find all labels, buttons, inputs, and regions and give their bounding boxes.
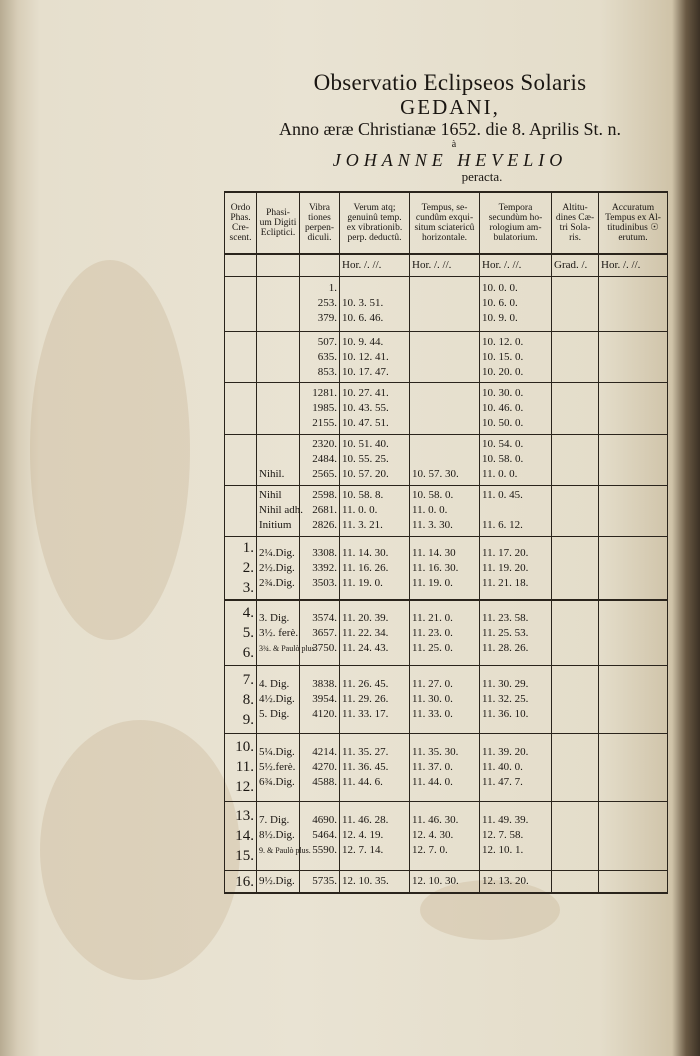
cell-phasis <box>257 871 300 893</box>
cell-value: 10. 58. 8. <box>342 489 384 502</box>
cell-value: 4588. <box>312 775 337 788</box>
cell-value: 11. 0. 0. <box>342 504 378 517</box>
unit-label <box>300 254 340 277</box>
cell-value: 10. 6. 0. <box>482 297 518 310</box>
cell-value: 11. <box>235 759 254 776</box>
title-line-4: à <box>451 139 457 150</box>
cell-sciat <box>410 383 480 434</box>
cell-value: 11. 0. 0. <box>412 504 448 517</box>
cell-horol <box>480 383 552 434</box>
cell-value: Nihil <box>259 489 282 502</box>
cell-phasis <box>257 733 300 801</box>
cell-value: 10. 43. 55. <box>342 401 389 414</box>
cell-altitudo <box>552 485 599 536</box>
cell-value: 2598. <box>312 489 337 502</box>
cell-value: 11. 16. 26. <box>342 561 389 574</box>
cell-vibr <box>300 666 340 734</box>
cell-value: 11. 36. 45. <box>342 760 389 773</box>
cell-value: 11. 35. 30. <box>412 745 459 758</box>
cell-value: 10. 50. 0. <box>482 416 524 429</box>
cell-value: 15. <box>235 847 254 864</box>
cell-value: Initium <box>259 519 292 532</box>
column-header: Altitu- dines Cæ- tri Sola- ris. <box>552 192 599 254</box>
cell-value: 10. 57. 30. <box>412 468 459 481</box>
cell-value: 11. 21. 18. <box>482 576 529 589</box>
cell-value <box>227 467 254 482</box>
cell-value: 11. 16. 30. <box>412 561 459 574</box>
cell-value: 3. <box>242 580 254 597</box>
cell-sciat <box>410 600 480 666</box>
cell-value: 4. Dig. <box>259 678 290 691</box>
column-header: Ordo Phas. Cre- scent. <box>225 192 257 254</box>
cell-value: 5½.ferè. <box>259 760 296 773</box>
cell-value: 10. 55. 25. <box>342 453 389 466</box>
cell-horol <box>480 801 552 871</box>
cell-phasis <box>257 600 317 666</box>
cell-value: 253. <box>317 297 337 310</box>
cell-value: 10. 12. 41. <box>342 350 389 363</box>
cell-value: 1. <box>328 282 337 295</box>
cell-value: 11. 26. 45. <box>342 678 389 691</box>
cell-horol <box>480 485 552 536</box>
cell-value: 379. <box>317 312 337 325</box>
cell-ordo <box>225 485 257 536</box>
cell-value: 5. <box>242 625 254 642</box>
cell-value <box>482 503 549 518</box>
cell-value: 2¼.Dig. <box>259 546 295 559</box>
cell-value: 12. 13. 20. <box>482 875 529 888</box>
cell-value: 11. 22. 34. <box>342 626 389 639</box>
cell-value: 11. 14. 30. <box>342 546 389 559</box>
cell-value: 11. 28. 26. <box>482 641 529 654</box>
cell-altitudo <box>552 331 599 382</box>
cell-value: 1. <box>242 540 254 557</box>
cell-value: 11. 3. 30. <box>412 519 453 532</box>
cell-ordo <box>225 871 257 893</box>
cell-value: 10. 46. 0. <box>482 401 524 414</box>
cell-value <box>227 452 254 467</box>
cell-phasis <box>257 383 300 434</box>
cell-value: 11. 49. 39. <box>482 814 529 827</box>
cell-verum <box>340 434 410 485</box>
cell-value: 11. 44. 6. <box>342 775 383 788</box>
cell-horol <box>480 600 552 666</box>
cell-sciat <box>410 331 480 382</box>
cell-value: 11. 29. 26. <box>342 693 389 706</box>
cell-value: 3838. <box>312 678 337 691</box>
cell-value: 10. 12. 0. <box>482 335 524 348</box>
cell-value: 10. 27. 41. <box>342 386 389 399</box>
cell-value: 4214. <box>312 745 337 758</box>
cell-sciat <box>410 485 480 536</box>
cell-value: 4120. <box>312 708 337 721</box>
cell-verum <box>340 871 410 893</box>
cell-sciat <box>410 666 480 734</box>
table-row <box>225 733 668 801</box>
cell-value: 3392. <box>312 561 337 574</box>
cell-value: 2155. <box>312 416 337 429</box>
cell-value <box>412 350 477 365</box>
cell-value: 7. <box>242 671 254 688</box>
cell-value: 507. <box>317 335 337 348</box>
cell-value: 635. <box>317 350 337 363</box>
cell-vibr <box>300 434 340 485</box>
cell-ordo <box>225 383 257 434</box>
cell-value: 5. Dig. <box>259 708 290 721</box>
cell-vibr <box>300 537 340 601</box>
table-row <box>225 600 668 666</box>
cell-value: 1985. <box>312 401 337 414</box>
cell-verum <box>340 485 410 536</box>
cell-value: 10. 9. 44. <box>342 335 384 348</box>
cell-altitudo <box>552 383 599 434</box>
cell-accuratum <box>599 485 668 536</box>
cell-value: 2½.Dig. <box>259 561 295 574</box>
cell-value: 6. <box>242 645 254 662</box>
cell-value: 3¾. & Paulò plus. <box>259 643 317 653</box>
cell-altitudo <box>552 666 599 734</box>
cell-value: 12. 4. 30. <box>412 829 454 842</box>
cell-value: 12. <box>235 779 254 796</box>
cell-value: 12. 10. 1. <box>482 844 524 857</box>
cell-value: 2. <box>242 560 254 577</box>
cell-accuratum <box>599 276 668 331</box>
cell-altitudo <box>552 276 599 331</box>
cell-value: 5590. <box>312 844 337 857</box>
cell-ordo <box>225 276 257 331</box>
title-line-6: peracta. <box>461 169 503 184</box>
cell-value <box>227 437 254 452</box>
unit-label: Hor. /. //. <box>410 254 480 277</box>
cell-sciat <box>410 537 480 601</box>
cell-value: 3574. <box>312 611 337 624</box>
cell-phasis <box>257 434 300 485</box>
cell-value <box>227 350 254 365</box>
cell-altitudo <box>552 600 599 666</box>
unit-label <box>257 254 300 277</box>
cell-vibr <box>300 600 340 666</box>
cell-value: 7. Dig. <box>259 814 290 827</box>
cell-value: 11. 27. 0. <box>412 678 453 691</box>
cell-phasis <box>257 666 300 734</box>
cell-value: 11. 33. 17. <box>342 708 389 721</box>
cell-value: 11. 0. 45. <box>482 489 523 502</box>
cell-accuratum <box>599 801 668 871</box>
cell-value: 11. 25. 53. <box>482 626 529 639</box>
cell-value: 4270. <box>312 760 337 773</box>
cell-verum <box>340 537 410 601</box>
cell-value <box>227 401 254 416</box>
cell-value <box>412 452 477 467</box>
table-row <box>225 666 668 734</box>
cell-value: 5¼.Dig. <box>259 745 295 758</box>
cell-ordo <box>225 666 257 734</box>
cell-value: 11. 19. 20. <box>482 561 529 574</box>
table-row <box>225 871 668 893</box>
cell-value <box>227 518 254 533</box>
cell-horol <box>480 666 552 734</box>
cell-value: 11. 20. 39. <box>342 611 389 624</box>
cell-value <box>259 350 297 365</box>
cell-value: 11. 6. 12. <box>482 519 523 532</box>
cell-altitudo <box>552 733 599 801</box>
cell-value: 9½.Dig. <box>259 875 295 888</box>
cell-value: 10. 57. 20. <box>342 468 389 481</box>
cell-value: 11. 23. 58. <box>482 611 529 624</box>
cell-value <box>412 401 477 416</box>
cell-value: 3308. <box>312 546 337 559</box>
cell-phasis <box>257 537 300 601</box>
cell-value: 12. 7. 0. <box>412 844 448 857</box>
cell-value: 11. 19. 0. <box>412 576 453 589</box>
cell-vibr <box>300 331 340 382</box>
cell-accuratum <box>599 733 668 801</box>
cell-vibr <box>300 801 340 871</box>
cell-value: 4690. <box>312 814 337 827</box>
cell-value: 10. 3. 51. <box>342 297 384 310</box>
cell-value: 3503. <box>312 576 337 589</box>
cell-value: 10. 6. 46. <box>342 312 384 325</box>
cell-value: 10. <box>235 739 254 756</box>
cell-value: 11. 25. 0. <box>412 641 453 654</box>
cell-accuratum <box>599 600 668 666</box>
cell-value: 10. 51. 40. <box>342 438 389 451</box>
cell-value: 11. 14. 30 <box>412 546 456 559</box>
cell-vibr <box>300 871 340 893</box>
cell-verum <box>340 801 410 871</box>
paper-stain <box>30 260 190 640</box>
cell-ordo <box>225 537 257 601</box>
cell-sciat <box>410 434 480 485</box>
cell-value: 2484. <box>312 453 337 466</box>
cell-value: 12. 4. 19. <box>342 829 384 842</box>
cell-value: 11. 39. 20. <box>482 745 529 758</box>
cell-value: 12. 7. 58. <box>482 829 524 842</box>
cell-value: 9. & Paulò plus. <box>259 846 311 856</box>
cell-value: 6¾.Dig. <box>259 775 295 788</box>
column-header: Tempus, se- cundûm exqui- situm sciatericû horizontale. <box>410 192 480 254</box>
cell-value: 10. 17. 47. <box>342 365 389 378</box>
cell-value <box>259 452 297 467</box>
cell-sciat <box>410 801 480 871</box>
cell-value: 11. 0. 0. <box>482 468 518 481</box>
cell-vibr <box>300 733 340 801</box>
column-header: Accuratum Tempus ex Al- titudinibus ☉ erutum. <box>599 192 668 254</box>
cell-value: 5464. <box>312 829 337 842</box>
cell-value <box>412 296 477 311</box>
cell-value: 3. Dig. <box>259 611 290 624</box>
cell-value <box>259 296 297 311</box>
cell-horol <box>480 871 552 893</box>
cell-ordo <box>225 600 257 666</box>
cell-value: 11. 33. 0. <box>412 708 453 721</box>
cell-value: 12. 10. 35. <box>342 875 389 888</box>
cell-value: 5735. <box>312 875 337 888</box>
unit-label: Hor. /. //. <box>599 254 668 277</box>
cell-ordo <box>225 733 257 801</box>
cell-value: 13. <box>235 807 254 824</box>
observation-table <box>224 191 668 894</box>
cell-value: 11. 40. 0. <box>482 760 523 773</box>
cell-value: 3657. <box>312 626 337 639</box>
cell-value: 2681. <box>312 504 337 517</box>
cell-verum <box>340 383 410 434</box>
cell-value: 2320. <box>312 438 337 451</box>
table-row <box>225 801 668 871</box>
cell-value <box>342 281 407 296</box>
cell-value: 2¾.Dig. <box>259 576 295 589</box>
cell-value: 10. 15. 0. <box>482 350 524 363</box>
unit-label: Grad. /. <box>552 254 599 277</box>
cell-value: 16. <box>235 873 254 890</box>
cell-value <box>259 437 297 452</box>
cell-verum <box>340 276 410 331</box>
cell-value <box>412 437 477 452</box>
cell-accuratum <box>599 871 668 893</box>
cell-verum <box>340 666 410 734</box>
cell-value: 4½.Dig. <box>259 693 295 706</box>
cell-sciat <box>410 276 480 331</box>
cell-value: Nihil. <box>259 468 285 481</box>
table-row <box>225 485 668 536</box>
cell-value: 11. 3. 21. <box>342 519 383 532</box>
cell-value: 11. 44. 0. <box>412 775 453 788</box>
cell-value: 11. 30. 29. <box>482 678 529 691</box>
cell-value: 10. 30. 0. <box>482 386 524 399</box>
cell-value: 10. 47. 51. <box>342 416 389 429</box>
cell-vibr <box>300 383 340 434</box>
cell-altitudo <box>552 801 599 871</box>
cell-value: 3½. ferè. <box>259 626 299 639</box>
cell-value: 12. 7. 14. <box>342 844 384 857</box>
title-line-1: Observatio Eclipseos Solaris <box>313 70 587 95</box>
title-line-3: Anno æræ Christianæ 1652. die 8. Aprilis St. n. <box>278 119 622 139</box>
cell-value: 11. 32. 25. <box>482 693 529 706</box>
table-row <box>225 276 668 331</box>
cell-altitudo <box>552 434 599 485</box>
cell-value: 853. <box>317 365 337 378</box>
cell-value: 11. 36. 10. <box>482 708 529 721</box>
cell-value: 11. 24. 43. <box>342 641 389 654</box>
cell-altitudo <box>552 871 599 893</box>
cell-value: 10. 58. 0. <box>412 489 454 502</box>
cell-value: 11. 37. 0. <box>412 760 453 773</box>
cell-phasis <box>257 801 311 871</box>
cell-phasis <box>257 276 300 331</box>
cell-value: 8. <box>242 691 254 708</box>
cell-value: 11. 30. 0. <box>412 693 453 706</box>
cell-value: 11. 17. 20. <box>482 546 529 559</box>
cell-accuratum <box>599 434 668 485</box>
cell-sciat <box>410 733 480 801</box>
cell-vibr <box>300 276 340 331</box>
cell-value: 11. 35. 27. <box>342 745 389 758</box>
table-row <box>225 383 668 434</box>
cell-value: 11. 23. 0. <box>412 626 453 639</box>
cell-verum <box>340 600 410 666</box>
cell-accuratum <box>599 537 668 601</box>
cell-altitudo <box>552 537 599 601</box>
cell-horol <box>480 733 552 801</box>
cell-value: 1281. <box>312 386 337 399</box>
cell-horol <box>480 276 552 331</box>
cell-horol <box>480 434 552 485</box>
table-row <box>225 537 668 601</box>
column-header: Phasi- um Digiti Ecliptici. <box>257 192 300 254</box>
cell-vibr <box>300 485 340 536</box>
cell-phasis <box>257 331 300 382</box>
cell-value: 4. <box>242 605 254 622</box>
cell-verum <box>340 331 410 382</box>
title-line-2: GEDANI, <box>400 95 500 119</box>
cell-value <box>259 401 297 416</box>
column-header: Verum atq; genuinû temp. ex vibrationib. perp. deductû. <box>340 192 410 254</box>
cell-value: 11. 19. 0. <box>342 576 383 589</box>
cell-ordo <box>225 801 257 871</box>
cell-value <box>227 488 254 503</box>
cell-value: 9. <box>242 711 254 728</box>
cell-value: 10. 9. 0. <box>482 312 518 325</box>
cell-value: 10. 20. 0. <box>482 365 524 378</box>
cell-value: 10. 58. 0. <box>482 453 524 466</box>
cell-accuratum <box>599 383 668 434</box>
title-author: JOHANNE HEVELIO <box>332 150 568 170</box>
cell-value: 10. 54. 0. <box>482 438 524 451</box>
unit-label: Hor. /. //. <box>480 254 552 277</box>
cell-value: 3750. <box>312 641 337 654</box>
cell-value: 12. 10. 30. <box>412 875 459 888</box>
cell-value: 11. 46. 30. <box>412 814 459 827</box>
cell-value <box>227 503 254 518</box>
cell-value: 2565. <box>312 468 337 481</box>
cell-value: 3954. <box>312 693 337 706</box>
cell-value: 10. 0. 0. <box>482 282 518 295</box>
cell-value: 11. 46. 28. <box>342 814 389 827</box>
unit-label: Hor. /. //. <box>340 254 410 277</box>
cell-value: 11. 47. 7. <box>482 775 523 788</box>
title-block <box>220 70 680 184</box>
table-row <box>225 331 668 382</box>
cell-accuratum <box>599 666 668 734</box>
cell-value: 2826. <box>312 519 337 532</box>
unit-label <box>225 254 257 277</box>
column-header: Vibra tiones perpen- diculi. <box>300 192 340 254</box>
cell-value: 8½.Dig. <box>259 829 295 842</box>
paper-stain <box>40 720 240 980</box>
cell-accuratum <box>599 331 668 382</box>
cell-value: Nihil adh. <box>259 504 303 517</box>
cell-value <box>227 296 254 311</box>
cell-verum <box>340 733 410 801</box>
cell-ordo <box>225 331 257 382</box>
cell-horol <box>480 331 552 382</box>
column-header: Tempora secundùm ho- rologium am- bulatorium. <box>480 192 552 254</box>
cell-phasis <box>257 485 303 536</box>
cell-sciat <box>410 871 480 893</box>
cell-value: 11. 21. 0. <box>412 611 453 624</box>
cell-value: 14. <box>235 827 254 844</box>
cell-horol <box>480 537 552 601</box>
table-row <box>225 434 668 485</box>
cell-ordo <box>225 434 257 485</box>
